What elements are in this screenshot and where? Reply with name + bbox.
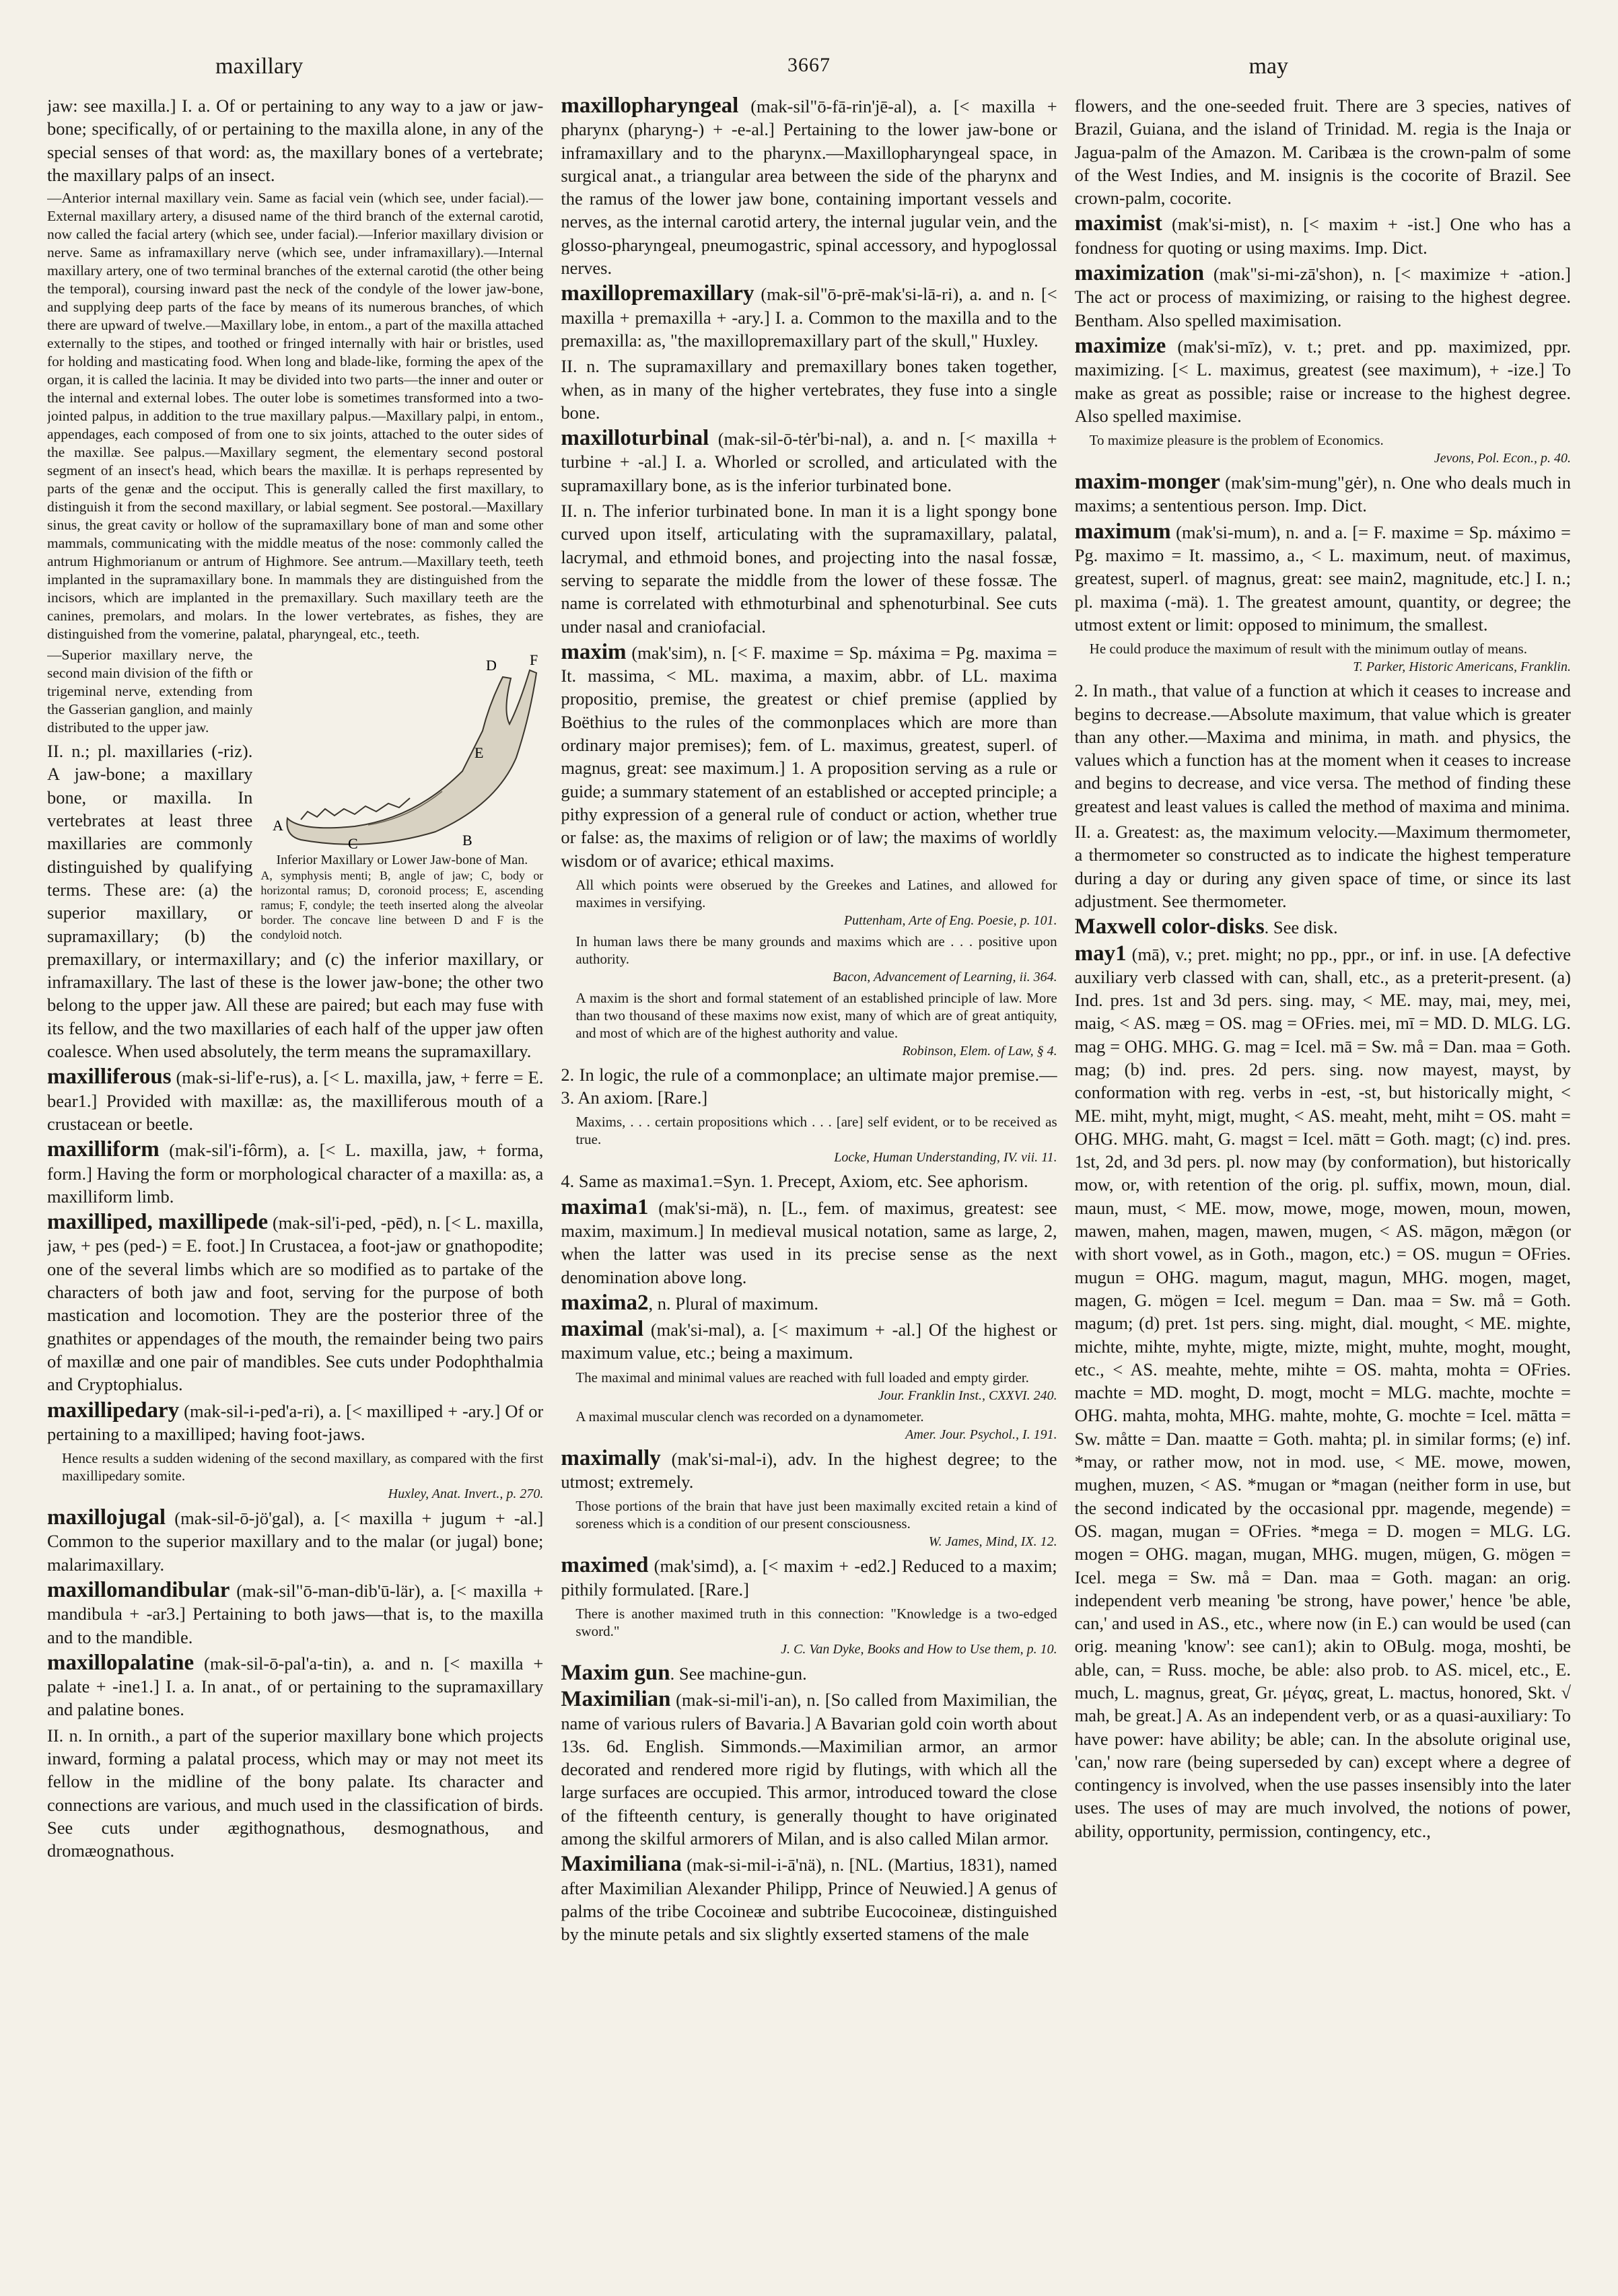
citation-quote: All which points were obserued by the Greekes and Latines, and allowed for maximes in versifying. <box>575 876 1057 910</box>
dictionary-entry <box>47 1579 543 1649</box>
headword: maximal <box>561 1317 644 1342</box>
headword: maxillipedary <box>47 1398 180 1423</box>
definition-text: (mak-si-lif'e-rus), a. [< L. maxilla, jaw, + ferre = E. bear1.] Provided with maxillæ: as, the maxilliferous mouth of a crustacean or beetle. <box>47 1067 544 1134</box>
citation-source: Bacon, Advancement of Learning, ii. 364. <box>833 969 1057 984</box>
citation-quote: A maxim is the short and formal statement of an established principle of law. More than two thousand of these maxims now exist, many of which are of great antiquity, and most of which are of the highest authority and value. <box>575 989 1057 1041</box>
dictionary-entry <box>47 1065 543 1135</box>
dictionary-entry <box>561 1196 1057 1289</box>
citation-source: Locke, Human Understanding, IV. vii. 11. <box>834 1150 1057 1165</box>
headword: maxillopremaxillary <box>561 281 754 306</box>
headword: maxima1 <box>561 1194 649 1219</box>
jawbone-illustration <box>260 650 543 852</box>
definition-text: (mak-sil-ō-jö'gal), a. [< maxilla + jugum + -al.] Common to the superior maxillary and to the malar (or jugal) bone; malarimaxillary. <box>47 1508 544 1575</box>
dictionary-entry <box>561 1853 1057 1945</box>
citation-quote: A maximal muscular clench was recorded on a dynamometer. <box>575 1408 924 1425</box>
definition-text: (mak'simd), a. [< maxim + -ed2.] Reduced to a maxim; pithily formulated. [Rare.] <box>561 1556 1057 1600</box>
headword: maxilloturbinal <box>561 426 709 451</box>
citation-source: Jevons, Pol. Econ., p. 40. <box>1434 451 1571 466</box>
headword: maxillojugal <box>47 1505 166 1530</box>
headword: maximally <box>561 1445 661 1470</box>
citation-quote: In human laws there be many grounds and maxims which are . . . positive upon authority. <box>575 933 1057 967</box>
entry-continuation <box>47 1724 543 1863</box>
figure-caption: Inferior Maxillary or Lower Jaw-bone of Man. <box>276 853 528 868</box>
headword: maximed <box>561 1553 649 1578</box>
right-guide-word: may <box>1248 54 1288 79</box>
definition-text: (mak-sil'i-ped, -pēd), n. [< L. maxilla, jaw, + pes (ped-) = E. foot.] In Crustacea, a foot-jaw or gnathopodite; one of the several limbs which are so modified as to partake of the characters of both jaw and foot, serving for the purpose of both mastication and locomotion. They are the posterior three of the gnathites or appendages of the mouth, the remainder being two pairs of maxillæ and one pair of mandibles. See cuts under Podophthalmia and Cryptophialus. <box>47 1213 544 1395</box>
definition-text: (mā), v.; pret. might; no pp., ppr., or inf. in use. [A defective auxiliary verb classed with can, shall, etc., as a preterit-present. (a) Ind. pres. 1st and 3d pers. sing. may, < ME. may, mai, mey, mei, maig, < AS. mæg = OS. mag = OFries. mei, mī = MD. D. MLG. LG. mag = OHG. MHG. G. mag = Icel. mā = Sw. må = Dan. maa = Goth. mag; (b) ind. pres. 2d pers. sing. now mayest, mayst, by conformation with reg. verbs in -est, -st, but historically might, < ME. miht, myht, migt, mught, < AS. meaht, meht, miht = OS. maht = OHG. MHG. maht, G. magst = Icel. mātt = Goth. magt; (c) ind. pres. 1st, 2d, and 3d pers. pl. now may (by conformation), but historically mow, or, with retention of the orig. pl. suffix, mown, moun, dial. maun, must, < ME. mow, mowe, moge, mowen, moun, mowen, mawen, mahen, magen, mawen, mugen, < AS. māgon, mǣgon (or with short vowel, as in Goth., magon, etc.) = OS. mugun = OFries. mugun = OHG. magum, magut, magun, MHG. mogen, maget, magen, G. mögen = Icel. megum = Dan. maa = Sw. må = Goth. magum; (d) pret. 1st pers. sing. might, dial. mought, < ME. mighte, michte, mihte, myhte, migte, mizte, might, muhte, moght, mought, etc., < AS. meahte, mehte, mihte = OS. mahta, mohta = OFries. machte = MD. moght, D. mogt, mocht = MLG. machte, mochte = OHG. mahta, mohta, MHG. mahte, mohte, G. mochte = Icel. mātta = Sw. måtte = Dan. maatte = Goth. mahta; pl. in similar forms; (e) inf. *may, or rather mow, not in mod. use, < ME. mowe, mowen, mughen, muzen, < AS. *mugan or *magan (neither form in use, but the second indicated by the occasional ppr. magende, megende) = OS. magan, mugan = OFries. *mega = D. mogen = MLG. LG. mogen = OHG. magan, mugan, MHG. mugen, mügen, G. mögen = Icel. mega = Sw. må = Dan. maa = Goth. magan: an orig. independent verb meaning 'be strong, have power,' hence 'be able, can,' and used in AS., etc., where now (in E.) can would be used (can orig. meaning 'know': see can1); akin to OBulg. moga, moshti, be able, can, = Russ. moche, be able: also prob. to AS. micel, etc., E. much, L. magnus, great, Gr. μέγας, great, L. mactus, honored, Skt. √ mah, be great.] A. As an independent verb, or as a quasi-auxiliary: To have power: have ability; be able; can. In the absolute original use, 'can,' now rare (being superseded by can) except where a degree of contingency is involved, when the use passes insensibly into the later uses. The uses of may are much involved, the notions of power, ability, opportunity, permission, contingency, etc., <box>1074 943 1571 1841</box>
entry-continuation <box>1075 820 1571 912</box>
dictionary-entry <box>561 1688 1057 1850</box>
definition-text: II. n. In ornith., a part of the superior maxillary bone which projects inward, forming a palatal process, which may or may not meet its fellow in the midline of the bony palate. Its character and connections are various, and much used in the classification of birds. See cuts under ægithognathous, desmognathous, and dromæognathous. <box>47 1725 544 1861</box>
headword: Maximilian <box>561 1687 671 1712</box>
entry-continuation <box>1075 94 1571 209</box>
dictionary-entry <box>561 282 1057 352</box>
dictionary-entry <box>47 1138 543 1208</box>
definition-text: (mak-sil"ō-man-dib'ū-lär), a. [< maxilla + mandibula + -ar3.] Pertaining to both jaws—that is, to the maxilla and to the mandible. <box>47 1580 544 1647</box>
entry-continuation <box>47 189 543 643</box>
headword: maxilliped, maxillipede <box>47 1210 269 1235</box>
entry-continuation <box>1075 679 1571 818</box>
definition-text: (mak-sil-ō-pal'a-tin), a. and n. [< maxilla + palate + -ine1.] I. a. In anat., of or pertaining to the supramaxillary and palatine bones. <box>47 1653 544 1720</box>
headword: maximist <box>1074 211 1162 236</box>
dictionary-entry <box>561 1447 1057 1494</box>
definition-text: flowers, and the one-seeded fruit. There are 3 species, natives of Brazil, Guiana, and the island of Trinidad. M. regia is the Inaja or Jagua-palm of the Amazon. M. Caribæa is the crown-palm of some of the West Indies, and M. insignis is the cocorite of Brazil. See crown-palm, cocorite. <box>1074 96 1571 209</box>
definition-text: (mak-si-mil'i-an), n. [So called from Maximilian, the name of various rulers of Bavaria.] A Bavarian gold coin worth about 13s. 6d. English. Simmonds.—Maximilian armor, an armor decorated and rendered more rigid by flutings, with which all the large surfaces are occupied. This armor, introduced toward the close of the fifteenth century, is generally thought to have originated among the skilful armorers of Milan, and is also called Milan armor. <box>561 1690 1057 1849</box>
dictionary-entry <box>47 1399 543 1446</box>
figure-label-b: B <box>462 832 473 849</box>
definition-text: (mak-si-mil-i-ā'nä), n. [NL. (Martius, 1831), named after Maximilian Alexander Philipp, Prince of Neuwied.] A genus of palms of the tribe Cocoineæ and subtribe Eucocoineæ, distinguished by the minute petals and six slightly exserted stamens of the male <box>561 1855 1057 1945</box>
definition-text: (mak'si-mal), a. [< maximum + -al.] Of the highest or maximum value, etc.; being a maximum. <box>561 1320 1057 1363</box>
headword: maxillopharyngeal <box>561 94 739 118</box>
entry-continuation <box>561 1063 1057 1110</box>
entry-continuation <box>561 355 1057 424</box>
figure-label-a: A <box>273 817 284 834</box>
dictionary-entry <box>47 1211 543 1396</box>
citation-quote: He could produce the maximum of result with the minimum outlay of means. <box>1089 641 1527 657</box>
citation-source: Amer. Jour. Psychol., I. 191. <box>905 1427 1057 1442</box>
definition-text: —Superior maxillary nerve, the second main division of the fifth or trigeminal nerve, extending from the Gasserian ganglion, and mainly distributed to the upper jaw. <box>47 647 253 736</box>
left-guide-word: maxillary <box>215 54 304 79</box>
definition-text: (mak'si-mīz), v. t.; pret. and pp. maximized, ppr. maximizing. [< L. maximus, greatest (see maximum), + -ize.] To make as great as possible; raise or increase to the highest degree. Also spelled maximise. <box>1074 336 1571 426</box>
headword: maxim <box>561 639 627 664</box>
dictionary-entry <box>561 94 1057 279</box>
definition-text: (mak"si-mi-zā'shon), n. [< maximize + -ation.] The act or process of maximizing, or raising to the highest degree. Bentham. Also spelled maximisation. <box>1074 264 1571 330</box>
headword: maxima2 <box>561 1290 649 1315</box>
citation-quote: Hence results a sudden widening of the second maxillary, as compared with the first maxillipedary somite. <box>62 1450 544 1484</box>
column-right <box>1075 94 1571 2281</box>
definition-text: (mak'sim-mung"gėr), n. One who deals much in maxims; a sententious person. Imp. Dict. <box>1074 472 1571 516</box>
definition-text: II. a. Greatest: as, the maximum velocity.—Maximum thermometer, a thermometer so constructed as to indicate the highest temperature during a day or during any given space of time, or since its last adjustment. See thermometer. <box>1074 822 1571 911</box>
dictionary-entry <box>1075 942 1571 1843</box>
entry-continuation <box>561 1170 1057 1192</box>
entry-continuation <box>47 94 543 186</box>
citation-source: Huxley, Anat. Invert., p. 270. <box>388 1486 544 1502</box>
definition-text: 2. In math., that value of a function at which it ceases to increase and begins to decrease.—Absolute maximum, that value which is greater than any other.—Maxima and minima, in math. and physics, the values which a function has at the moment when it ceases to increase and begins to decrease, and vice versa. The method of finding these greatest and least values is called the method of maxima and minima. <box>1074 680 1571 816</box>
citation-source: Robinson, Elem. of Law, § 4. <box>902 1043 1057 1059</box>
definition-text: (mak-sil"ō-fā-rin'jē-al), a. [< maxilla + pharynx (pharyng-) + -e-al.] Pertaining to the lower jaw-bone or inframaxillary and to the pharynx.—Maxillopharyngeal space, in surgical anat., a triangular area between the side of the pharynx and the ramus of the lower jaw bone, containing important vessels and nerves, as the internal carotid artery, the internal jugular vein, and the glosso-pharyngeal, pneumogastric, spinal accessory, and hypoglossal nerves. <box>561 96 1057 279</box>
definition-text: (mak-sil'i-fôrm), a. [< L. maxilla, jaw, + forma, form.] Having the form or morphological character of a maxilla: as, a maxilliform limb. <box>47 1140 544 1207</box>
dictionary-entry <box>561 1554 1057 1601</box>
citation-quote: To maximize pleasure is the problem of Economics. <box>1089 432 1384 449</box>
definition-text: (mak-sil-i-ped'a-ri), a. [< maxilliped + -ary.] Of or pertaining to a maxilliped; having foot-jaws. <box>47 1400 544 1444</box>
definition-text: (mak'si-mist), n. [< maxim + -ist.] One who has a fondness for quoting or using maxims. Imp. Dict. <box>1074 214 1571 258</box>
definition-text: 2. In logic, the rule of a commonplace; an ultimate major premise.—3. An axiom. [Rare.] <box>561 1064 1057 1108</box>
definition-text: (mak'si-mum), n. and a. [= F. maxime = Sp. máximo = Pg. maximo = It. massimo, a., < L. maximum, neut. of maximus, greatest, superl. of magnus, great: see main2, magnitude, etc.] I. n.; pl. maxima (-mä). 1. The greatest amount, quantity, or degree; the utmost extent or limit: opposed to minimum, the smallest. <box>1074 522 1571 635</box>
headword: maxim-monger <box>1074 470 1220 495</box>
headword: Maxwell color-disks <box>1074 914 1265 939</box>
citation-quote: Maxims, . . . certain propositions which . . . [are] self evident, or to be received as true. <box>575 1114 1057 1148</box>
headword: Maxim gun <box>561 1660 670 1685</box>
column-left <box>47 94 543 2281</box>
definition-text: (mak'sim), n. [< F. maxime = Sp. máxima = Pg. maxima = It. massima, < ML. maxima, a maxim, abbr. of LL. maxima propositio, premise, the greatest or chief premise (applied by Boëthius to the rules of the commonplaces which are more than ordinary major premises); fem. of L. maximus, greatest, superl. of magnus, great: see maximum.] 1. A proposition serving as a rule or guide; a summary statement of an established or accepted principle; a pithy expression of a general rule of conduct or action, whether true or false: as, the maxims of religion or of law; the maxims of worldly wisdom or of avarice; ethical maxims. <box>561 642 1057 871</box>
definition-text: . See machine-gun. <box>670 1663 807 1684</box>
headword: maxilliferous <box>47 1065 172 1089</box>
definition-text: —Anterior internal maxillary vein. Same as facial vein (which see, under facial).—External maxillary artery, a disused name of the third branch of the external carotid, now called the facial artery (which see, under facial).—Inferior maxillary division or nerve. Same as inframaxillary nerve (which see, under inframaxillary).—Internal maxillary artery, one of two terminal branches of the external carotid (the other being the temporal), coursing inward past the neck of the condyle of the lower jaw-bone, and supplying deep parts of the face by means of its numerous branches, of which there are upward of twelve.—Maxillary lobe, in entom., a part of the maxilla attached externally to the stipes, and toothed or fringed internally with hair or bristles, used for holding and masticating food. When long and blade-like, forming the apex of the organ, it is called the lacinia. It may be divided into two parts—the inner and outer or the internal and external lobes. The outer lobe is sometimes transformed into a two-jointed palpus, in addition to the true maxillary palpus.—Maxillary palpi, in entom., appendages, each composed of from one to six joints, attached to the outer sides of the maxillæ. See palpus.—Maxillary segment, the elementary second postoral segment of an insect's head, which bears the maxillæ. It is perhaps represented by parts of the genæ and the occiput. This is generally called the first maxillary, to distinguish it from the second maxillary, or labial segment. See postoral.—Maxillary sinus, the great cavity or hollow of the supramaxillary bone of man and some other mammals, communicating with the middle meatus of the nose: commonly called the antrum Highmorianum or antrum of Highmore. See antrum.—Maxillary teeth, teeth implanted in the supramaxillary bone. In mammals they are distinguished from the incisors, which are implanted in the premaxillary. Such maxillary teeth are the canines, premolars, and molars. In the lower vertebrates, as fishes, they are distinguished from the vomerine, palatal, pharyngeal, etc., teeth. <box>47 190 544 643</box>
figure-label-f: F <box>530 651 538 669</box>
definition-text: II. n. The inferior turbinated bone. In man it is a light spongy bone curved upon itself, articulating with the supramaxillary, palatal, lacrymal, and ethmoid bones, and projecting into the nasal fossæ, serving to separate the middle from the lower of these fossæ. The name is correlated with ethmoturbinal and sphenoturbinal. See cuts under nasal and craniofacial. <box>561 501 1057 637</box>
definition-text: II. n.; pl. maxillaries (-riz). A jaw-bone; a maxillary bone, or maxilla. In vertebrates at least three maxillaries are commonly distinguished by qualifying terms. These are: (a) the superior maxillary, or supramaxillary; (b) the premaxillary, or intermaxillary; and (c) the inferior maxillary, or inframaxillary. The last of these is the lower jaw-bone; the other two belong to the upper jaw. All these are paired; but each may fuse with its fellow, and the two maxillaries of each half of the upper jaw often coalesce. When used absolutely, the term means the supramaxillary. <box>47 741 544 1062</box>
dictionary-entry <box>47 1651 543 1721</box>
dictionary-entry <box>561 641 1057 872</box>
dictionary-entry <box>561 427 1057 497</box>
definition-text: . See disk. <box>1264 917 1338 938</box>
definition-text: 4. Same as maxima1.=Syn. 1. Precept, Axiom, etc. See aphorism. <box>561 1171 1028 1192</box>
column-middle <box>561 94 1057 2281</box>
headword: maxillopalatine <box>47 1650 195 1675</box>
text-columns <box>47 94 1571 2281</box>
headword: maxilliform <box>47 1137 160 1162</box>
citation-quote: There is another maximed truth in this connection: "Knowledge is a two-edged sword." <box>575 1605 1057 1639</box>
headword: maximize <box>1074 333 1166 358</box>
dictionary-entry <box>1075 262 1571 332</box>
definition-text: jaw: see maxilla.] I. a. Of or pertaining to any way to a jaw or jaw-bone; specifically, of or pertaining to the maxilla alone, in any of the special senses of that word: as, the maxillary bones of a vertebrate; the maxillary palps of an insect. <box>47 96 544 185</box>
headword: maximum <box>1074 519 1171 544</box>
dictionary-entry <box>1075 470 1571 517</box>
definition-text: (mak-sil"ō-prē-mak'si-lā-ri), a. and n. [< maxilla + premaxilla + -ary.] I. a. Common to the maxilla and to the premaxilla: as, "the maxillopremaxillary part of the skull," Huxley. <box>561 284 1057 351</box>
headword: Maximiliana <box>561 1852 682 1877</box>
dictionary-entry <box>1075 520 1571 636</box>
figure-label-d: D <box>486 657 497 674</box>
citation-quote: Those portions of the brain that have just been maximally excited retain a kind of soreness which is a condition of our present consciousness. <box>575 1498 1057 1532</box>
headword: maxillomandibular <box>47 1577 230 1602</box>
citation-quote: The maximal and minimal values are reached with full loaded and empty girder. <box>575 1369 1029 1386</box>
definition-text: II. n. The supramaxillary and premaxillary bones taken together, when, as in many of the higher vertebrates, they fuse into a single bone. <box>561 356 1057 423</box>
definition-text: (mak'si-mä), n. [L., fem. of maximus, greatest: see maxim, maximum.] In medieval musical notation, same as large, 2, when the latter was used in its precise sense as the next denomination above long. <box>561 1197 1057 1287</box>
dictionary-entry <box>47 1506 543 1576</box>
figure-legend: A, symphysis menti; B, angle of jaw; C, body or horizontal ramus; D, coronoid process; E, ascending ramus; F, condyle; the teeth inserted along the alveolar border. The concave line between D and F is the condyloid notch. <box>260 869 544 942</box>
entry-continuation <box>561 499 1057 638</box>
dictionary-entry <box>1075 334 1571 427</box>
citation-source: T. Parker, Historic Americans, Franklin. <box>1353 659 1571 675</box>
dictionary-entry <box>561 1661 1057 1685</box>
definition-text: , n. Plural of maximum. <box>648 1293 818 1314</box>
headword: may1 <box>1074 941 1127 966</box>
dictionary-entry <box>1075 212 1571 259</box>
citation-source: Puttenham, Arte of Eng. Poesie, p. 101. <box>843 912 1057 928</box>
figure-label-e: E <box>474 744 484 762</box>
figure-label-c: C <box>348 835 359 853</box>
citation-source: W. James, Mind, IX. 12. <box>928 1534 1057 1550</box>
dictionary-entry <box>561 1291 1057 1315</box>
dictionary-entry <box>1075 915 1571 939</box>
dictionary-entry <box>561 1318 1057 1365</box>
page-header <box>47 54 1571 94</box>
definition-text: (mak'si-mal-i), adv. In the highest degree; to the utmost; extremely. <box>561 1448 1057 1493</box>
citation-source: Jour. Franklin Inst., CXXVI. 240. <box>878 1388 1057 1403</box>
headword: maximization <box>1074 261 1205 286</box>
page-number: 3667 <box>787 54 831 76</box>
citation-source: J. C. Van Dyke, Books and How to Use them, p. 10. <box>781 1641 1057 1657</box>
definition-text: (mak-sil-ō-tėr'bi-nal), a. and n. [< maxilla + turbine + -al.] I. a. Whorled or scrolled, and articulated with the supramaxillary bone, as is the inferior turbinated bone. <box>561 429 1057 495</box>
jawbone-figure <box>260 650 543 942</box>
